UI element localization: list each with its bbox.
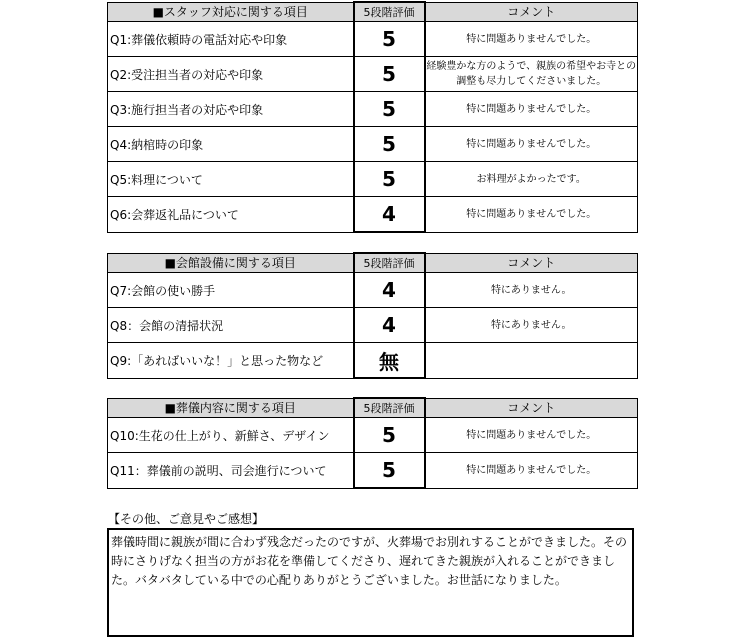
rating-value: 5 bbox=[354, 162, 425, 197]
rating-value: 4 bbox=[354, 197, 425, 233]
table-row bbox=[108, 453, 638, 489]
table-row bbox=[108, 308, 638, 343]
rating-value: 5 bbox=[354, 418, 425, 453]
comment-text: 経験豊かな方のようで、親族の希望やお寺との調整も尽力してくださいました。 bbox=[425, 57, 638, 92]
comment-text: 特に問題ありませんでした。 bbox=[425, 197, 638, 233]
comment-text: 特に問題ありませんでした。 bbox=[425, 22, 638, 57]
question-label: Q3:施行担当者の対応や印象 bbox=[108, 92, 354, 127]
comment-header: コメント bbox=[425, 2, 638, 22]
section-title: ■葬儀内容に関する項目 bbox=[108, 398, 354, 418]
comment-text: 特にありません。 bbox=[425, 308, 638, 343]
rating-value: 4 bbox=[354, 273, 425, 308]
comment-text: 特に問題ありませんでした。 bbox=[425, 127, 638, 162]
comment-header: コメント bbox=[425, 398, 638, 418]
rating-value: 5 bbox=[354, 57, 425, 92]
staff-section-table bbox=[107, 1, 638, 233]
rating-header: 5段階評価 bbox=[354, 253, 425, 273]
rating-value: 5 bbox=[354, 92, 425, 127]
rating-value: 5 bbox=[354, 22, 425, 57]
question-label: Q9:「あればいいな！」と思った物など bbox=[108, 343, 354, 379]
question-label: Q11：葬儀前の説明、司会進行について bbox=[108, 453, 354, 489]
rating-header: 5段階評価 bbox=[354, 2, 425, 22]
comment-header: コメント bbox=[425, 253, 638, 273]
question-label: Q7:会館の使い勝手 bbox=[108, 273, 354, 308]
table-row bbox=[108, 343, 638, 379]
rating-value: 5 bbox=[354, 127, 425, 162]
question-label: Q1:葬儀依頼時の電話対応や印象 bbox=[108, 22, 354, 57]
other-comments-title: 【その他、ご意見やご感想】 bbox=[108, 512, 265, 526]
question-label: Q8：会館の清掃状況 bbox=[108, 308, 354, 343]
rating-header: 5段階評価 bbox=[354, 398, 425, 418]
rating-value: 無 bbox=[354, 343, 425, 379]
table-row bbox=[108, 197, 638, 233]
rating-value: 5 bbox=[354, 453, 425, 489]
question-label: Q4:納棺時の印象 bbox=[108, 127, 354, 162]
facility-section-table bbox=[107, 252, 638, 379]
comment-text: 特に問題ありませんでした。 bbox=[425, 92, 638, 127]
table-row bbox=[108, 22, 638, 57]
question-label: Q5:料理について bbox=[108, 162, 354, 197]
funeral-content-section-table bbox=[107, 397, 638, 489]
comment-text: 特にありません。 bbox=[425, 273, 638, 308]
table-row bbox=[108, 162, 638, 197]
table-row bbox=[108, 92, 638, 127]
rating-value: 4 bbox=[354, 308, 425, 343]
section-title: ■スタッフ対応に関する項目 bbox=[108, 2, 354, 22]
other-comments-box: 葬儀時間に親族が間に合わず残念だったのですが、火葬場でお別れすることができました。その時にさりげなく担当の方がお花を準備してくださり、遅れてきた親族が入れることができました。バタバタしている中での心配りありがとうございました。お世話になりました。 bbox=[107, 528, 634, 637]
comment-text: 特に問題ありませんでした。 bbox=[425, 418, 638, 453]
section-title: ■会館設備に関する項目 bbox=[108, 253, 354, 273]
comment-text bbox=[425, 343, 638, 379]
comment-text: お料理がよかったです。 bbox=[425, 162, 638, 197]
table-row bbox=[108, 127, 638, 162]
table-row bbox=[108, 273, 638, 308]
table-row bbox=[108, 57, 638, 92]
question-label: Q6:会葬返礼品について bbox=[108, 197, 354, 233]
comment-text: 特に問題ありませんでした。 bbox=[425, 453, 638, 489]
question-label: Q10:生花の仕上がり、新鮮さ、デザイン bbox=[108, 418, 354, 453]
table-row bbox=[108, 418, 638, 453]
question-label: Q2:受注担当者の対応や印象 bbox=[108, 57, 354, 92]
